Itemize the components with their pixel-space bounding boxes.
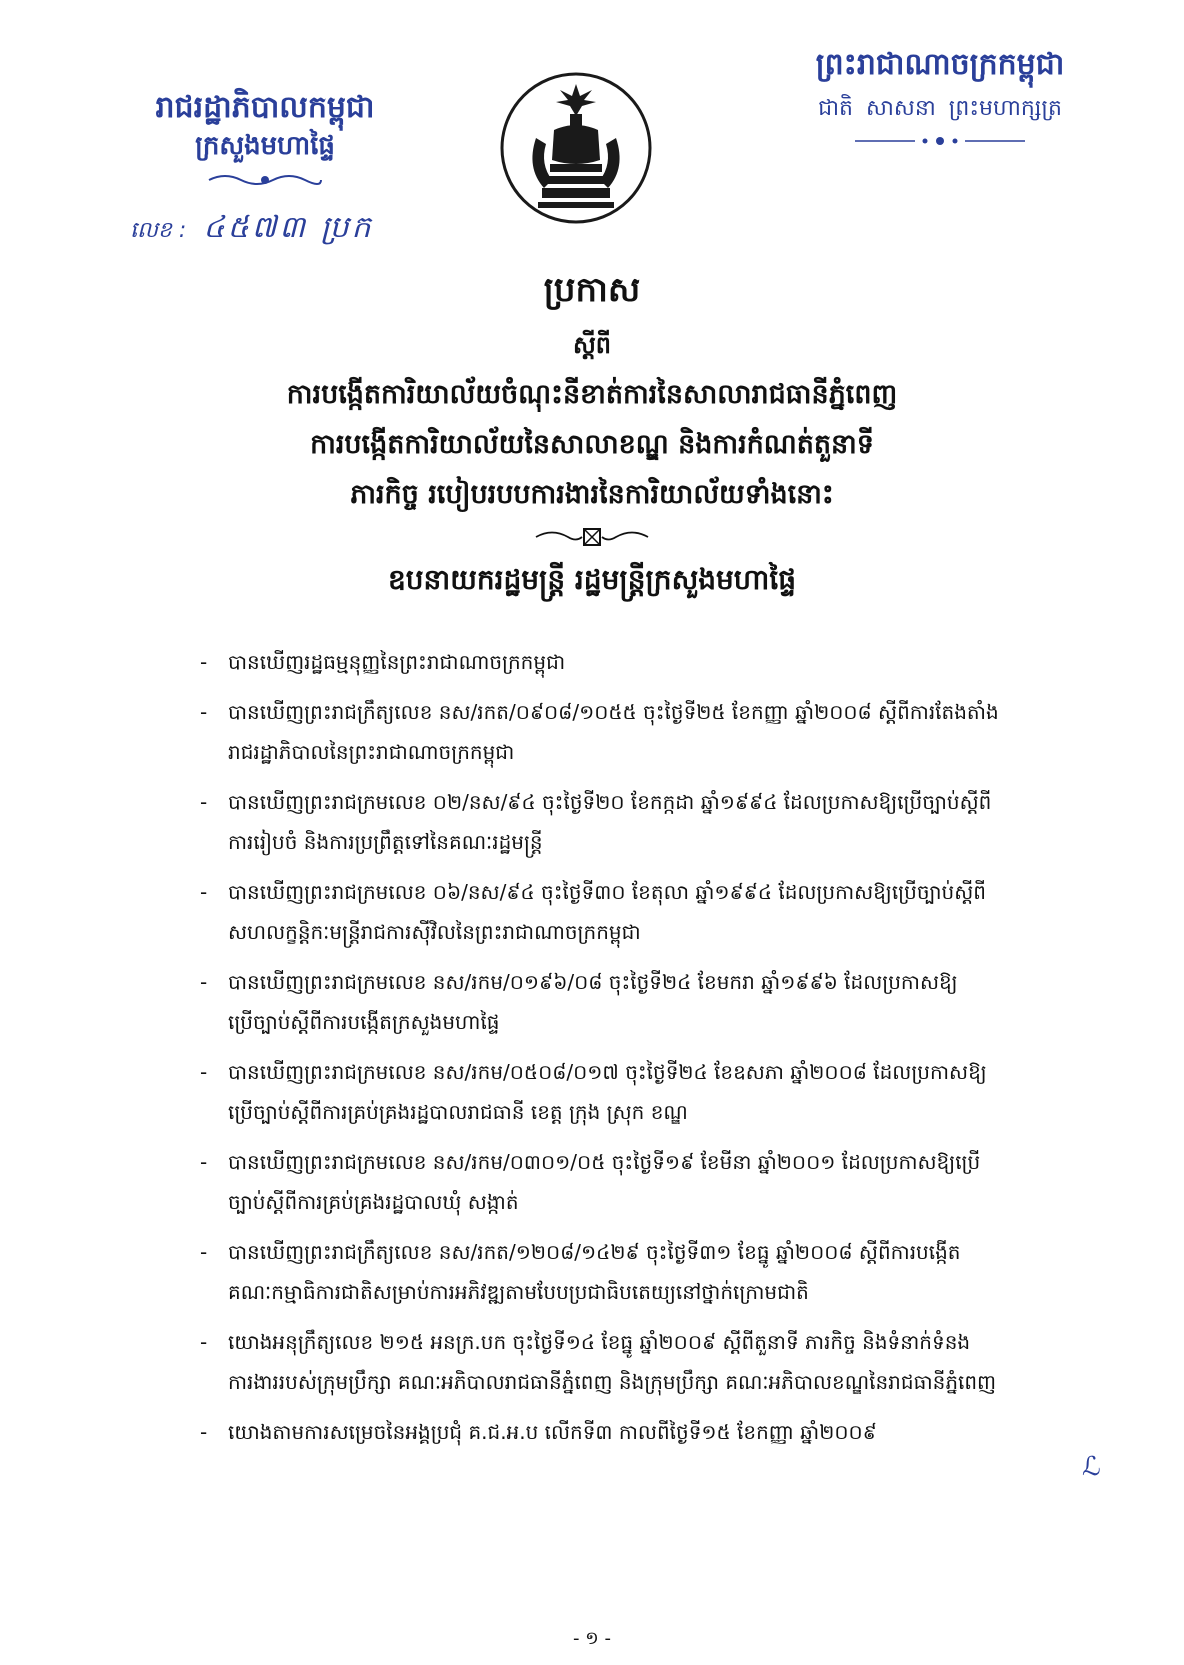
list-bullet: -	[200, 790, 208, 814]
subject-line-1: ការបង្កើតការិយាល័យចំណុះនីខាត់ការនៃសាលារាជធានីភ្នំពេញ	[286, 379, 898, 410]
list-bullet: -	[200, 1060, 208, 1084]
ornament-separator	[532, 526, 652, 548]
list-bullet: -	[200, 1150, 208, 1174]
list-bullet: -	[200, 970, 208, 994]
list-item-line: បានឃើញព្រះរាជក្រមលេខ នស/រកម/០១៩៦/០៨ ចុះថ្ងៃទី២៤ ខែមករា ឆ្នាំ១៩៩៦ ដែលប្រកាសឱ្យ	[228, 970, 958, 994]
list-bullet: -	[200, 1330, 208, 1354]
preamble-list	[200, 642, 1100, 1462]
ministry-header	[115, 88, 415, 192]
royal-emblem-icon	[496, 68, 656, 228]
document-title: ប្រកាស	[543, 270, 641, 310]
list-item	[200, 782, 1100, 862]
list-item-line: យោងតាមការសម្រេចនៃអង្គប្រជុំ គ.ជ.អ.ប លើកទី៣ កាលពីថ្ងៃទី១៥ ខែកញ្ញា ឆ្នាំ២០០៩	[228, 1420, 877, 1444]
kingdom-header	[770, 44, 1110, 152]
national-motto: ជាតិ សាសនា ព្រះមហាក្សត្រ	[818, 96, 1062, 121]
list-item-line: បានឃើញរដ្ឋធម្មនុញ្ញនៃព្រះរាជាណាចក្រកម្ពុជា	[228, 650, 566, 674]
list-item-line: បានឃើញព្រះរាជក្រឹត្យលេខ នស/រកត/០៩០៨/១០៥៥ ចុះថ្ងៃទី២៥ ខែកញ្ញា ឆ្នាំ២០០៨ ស្តីពីការតែងតាំង	[228, 700, 999, 724]
list-item	[200, 1052, 1100, 1132]
kingdom-name: ព្រះរាជាណាចក្រកម្ពុជា	[815, 47, 1065, 82]
list-item	[200, 1322, 1100, 1402]
list-item-line: ប្រើច្បាប់ស្តីពីការគ្រប់គ្រងរដ្ឋបាលរាជធានី ខេត្ត ក្រុង ស្រុក ខណ្ឌ	[228, 1100, 688, 1124]
list-item-line: ប្រើច្បាប់ស្តីពីការបង្កើតក្រសួងមហាផ្ទៃ	[228, 1010, 500, 1034]
subject-line-2: ការបង្កើតការិយាល័យនៃសាលាខណ្ឌ និងការកំណត់តួនាទី	[310, 429, 874, 460]
list-item-line: គណៈកម្មាធិការជាតិសម្រាប់ការអភិវឌ្ឍតាមបែបប្រជាធិបតេយ្យនៅថ្នាក់ក្រោមជាតិ	[228, 1280, 809, 1304]
list-item-line: ការងាររបស់ក្រុមប្រឹក្សា គណៈអភិបាលរាជធានីភ្នំពេញ និងក្រុមប្រឹក្សា គណៈអភិបាលខណ្ឌនៃរាជធានីភ្នំពេញ	[228, 1370, 997, 1394]
list-item-line: បានឃើញព្រះរាជក្រមលេខ នស/រកម/០៥០៨/០១៧ ចុះថ្ងៃទី២៤ ខែឧសភា ឆ្នាំ២០០៨ ដែលប្រកាសឱ្យ	[228, 1060, 987, 1084]
government-name: រាជរដ្ឋាភិបាលកម្ពុជា	[155, 90, 375, 125]
list-item-line: រាជរដ្ឋាភិបាលនៃព្រះរាជាណាចក្រកម្ពុជា	[228, 740, 515, 764]
list-bullet: -	[200, 1420, 208, 1444]
list-item	[200, 1412, 1100, 1452]
list-item-line: ការរៀបចំ និងការប្រព្រឹត្តទៅនៃគណៈរដ្ឋមន្ត្រី	[228, 830, 543, 854]
list-bullet: -	[200, 880, 208, 904]
list-item	[200, 962, 1100, 1042]
handwritten-initial: ℒ	[1082, 1452, 1101, 1482]
list-item	[200, 1142, 1100, 1222]
list-item	[200, 642, 1100, 682]
ornament-divider	[855, 134, 1025, 148]
ref-label: លេខ :	[130, 218, 187, 243]
ornament-divider	[115, 172, 415, 192]
list-item-line: បានឃើញព្រះរាជក្រឹត្យលេខ នស/រកត/១២០៨/១៤២៩ ចុះថ្ងៃទី៣១ ខែធ្នូ ឆ្នាំ២០០៨ ស្តីពីការបង្កើត	[228, 1240, 961, 1264]
list-bullet: -	[200, 650, 208, 674]
list-item-line: សហលក្ខន្តិកៈមន្ត្រីរាជការស៊ីវិលនៃព្រះរាជាណាចក្រកម្ពុជា	[228, 920, 641, 944]
list-item-line: ច្បាប់ស្តីពីការគ្រប់គ្រងរដ្ឋបាលឃុំ សង្កាត់	[228, 1190, 519, 1214]
list-bullet: -	[200, 700, 208, 724]
list-item-line: យោងអនុក្រឹត្យលេខ ២១៥ អនក្រ.បក ចុះថ្ងៃទី១៤ ខែធ្នូ ឆ្នាំ២០០៩ ស្តីពីតួនាទី ភារកិច្ច និងទំនាក់ទំនង	[228, 1330, 971, 1354]
list-item-line: បានឃើញព្រះរាជក្រមលេខ នស/រកម/០៣០១/០៥ ចុះថ្ងៃទី១៩ ខែមីនា ឆ្នាំ២០០១ ដែលប្រកាសឱ្យប្រើ	[228, 1150, 981, 1174]
signatory-title: ឧបនាយករដ្ឋមន្ត្រី រដ្ឋមន្ត្រីក្រសួងមហាផ្ទៃ	[387, 563, 796, 596]
ref-handwritten: ៤៥៧៣ ប្រក	[203, 210, 374, 245]
list-item-line: បានឃើញព្រះរាជក្រមលេខ ០២/នស/៩៤ ចុះថ្ងៃទី២០ ខែកក្កដា ឆ្នាំ១៩៩៤ ដែលប្រកាសឱ្យប្រើច្បាប់ស្តីពី	[228, 790, 992, 814]
list-item	[200, 872, 1100, 952]
title-on: ស្តីពី	[572, 331, 612, 359]
subject-line-3: ភារកិច្ច របៀបរបបការងារនៃការិយាល័យទាំងនោះ	[350, 479, 834, 510]
ministry-name: ក្រសួងមហាផ្ទៃ	[195, 131, 335, 161]
list-bullet: -	[200, 1240, 208, 1264]
list-item-line: បានឃើញព្រះរាជក្រមលេខ ០៦/នស/៩៤ ចុះថ្ងៃទី៣០ ខែតុលា ឆ្នាំ១៩៩៤ ដែលប្រកាសឱ្យប្រើច្បាប់ស្តីពី	[228, 880, 986, 904]
reference-number	[130, 208, 374, 252]
page-number: - ១ -	[572, 1628, 612, 1649]
list-item	[200, 1232, 1100, 1312]
list-item	[200, 692, 1100, 772]
